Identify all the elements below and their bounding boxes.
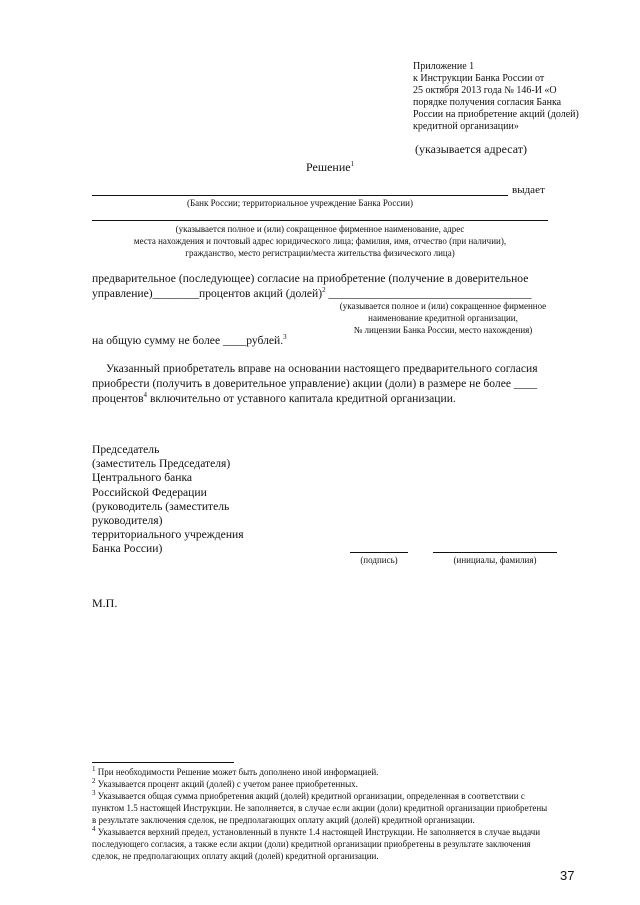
acquirer-caption-line: (указывается полное и (или) сокращенное фирменное наименование, адрес: [175, 224, 465, 234]
org-caption-line: (указывается полное и (или) сокращенное фирменное: [339, 301, 547, 311]
signature-line: [350, 552, 408, 553]
consent-line-2: [92, 287, 531, 300]
appendix-line: России на приобретение акций (долей): [413, 109, 579, 120]
signatory-line: (заместитель Председателя): [92, 457, 231, 471]
sum-line: [92, 334, 287, 347]
acquirer-caption-line: места нахождения и почтовый адрес юридического лица; фамилия, имя, отчество (при наличии),: [133, 236, 507, 246]
footnote-3-text: Указывается общая сумма приобретения акций (долей) кредитной организации, определенная в соответствии с: [95, 791, 525, 801]
appendix-line: Приложение 1: [413, 61, 475, 72]
title-footnote-ref: 1: [350, 160, 355, 168]
signatory-line: руководителя): [92, 514, 163, 528]
signatory-line: (руководитель (заместитель: [92, 499, 230, 513]
consent-line-2-fill: ___________________________________: [325, 287, 532, 300]
footnote-3-cont: пунктом 1.5 настоящей Инструкции. Не заполняется, в случае если акции (доли) кредитной организации приобретены: [92, 803, 548, 813]
signatory-block: [92, 443, 244, 557]
paragraph-line-2: приобрести (получить в доверительное управление) акции (доли) в размере не более ____: [92, 377, 538, 390]
signatory-line: Председатель: [92, 443, 160, 456]
paragraph-line-3-b: включительно от уставного капитала кредитной организации.: [147, 392, 456, 405]
signatory-line: Банка России): [92, 542, 163, 556]
bank-fill-line: [92, 195, 508, 196]
footnotes: [92, 766, 562, 862]
footnote-1: [92, 766, 562, 778]
footnote-separator: [92, 762, 234, 763]
footnote-4: [92, 826, 562, 838]
appendix-block: [413, 61, 613, 133]
document-title: [306, 160, 354, 175]
footnote-2: [92, 778, 562, 790]
footnote-4-num: 4: [92, 825, 96, 833]
footnote-1-text: При необходимости Решение может быть дополнено иной информацией.: [95, 767, 379, 777]
appendix-line: кредитной организации»: [413, 121, 519, 132]
sum-footnote-ref: 3: [283, 333, 287, 342]
page-number: 37: [560, 868, 575, 883]
paragraph-footnote-ref: 4: [143, 391, 148, 400]
footnote-3-cont: в результате заключения сделок, не предполагающих оплату акций (долей) кредитной организации.: [92, 815, 475, 825]
footnote-4-text: Указывается верхний предел, установленный в пункте 1.4 настоящей Инструкции. Не заполняется в случае выдачи: [95, 827, 541, 837]
footnote-2-num: 2: [92, 777, 96, 785]
footnote-1-num: 1: [92, 765, 96, 773]
bank-caption: (Банк России; территориальное учреждение Банка России): [187, 198, 413, 208]
paragraph-line-1: Указанный приобретатель вправе на основании настоящего предварительного согласия: [106, 362, 538, 375]
org-caption-line: наименование кредитной организации,: [368, 313, 518, 323]
acquirer-caption-line: гражданство, место регистрации/места жительства физического лица): [185, 248, 455, 258]
signatory-line: Центрального банка: [92, 471, 193, 485]
seal-mark: М.П.: [92, 596, 118, 610]
acquirer-caption: [92, 223, 548, 259]
org-caption-line: № лицензии Банка России, место нахождения): [353, 325, 533, 335]
paragraph-line-3-a: процентов: [92, 392, 144, 405]
signatory-line: территориального учреждения: [92, 528, 244, 542]
consent-footnote-ref: 2: [322, 286, 326, 295]
initials-caption: (инициалы, фамилия): [453, 555, 537, 565]
title-text: Решение: [306, 160, 351, 174]
appendix-line: порядке получения согласия Банка: [413, 97, 562, 108]
footnote-3: [92, 790, 562, 802]
footnote-3-num: 3: [92, 789, 96, 797]
initials-line: [433, 552, 557, 553]
footnote-4-cont: последующего согласия, а также если акции (доли) кредитной организации приобретены в результате заключения: [92, 839, 531, 849]
consent-line-1: предварительное (последующее) согласие на приобретение (получение в доверительное: [92, 272, 529, 285]
consent-line-2-text: управление)________процентов акций (долей): [92, 287, 323, 300]
signature-caption: (подпись): [360, 555, 398, 565]
footnote-4-cont: сделок, не предполагающих оплату акций (долей) кредитной организации.: [92, 851, 379, 861]
acquirer-fill-line: [92, 220, 548, 221]
appendix-line: к Инструкции Банка России от: [413, 73, 545, 84]
signatory-line: Российской Федерации: [92, 485, 207, 499]
footnote-2-text: Указывается процент акций (долей) с учетом ранее приобретенных.: [95, 779, 358, 789]
sum-text: на общую сумму не более ____рублей.: [92, 334, 284, 347]
org-caption: [332, 300, 554, 336]
paragraph-line-3: [92, 392, 456, 405]
appendix-line: 25 октября 2013 года № 146-И «О: [413, 85, 557, 96]
issues-word: выдает: [512, 184, 545, 196]
addressee: (указывается адресат): [415, 142, 527, 156]
